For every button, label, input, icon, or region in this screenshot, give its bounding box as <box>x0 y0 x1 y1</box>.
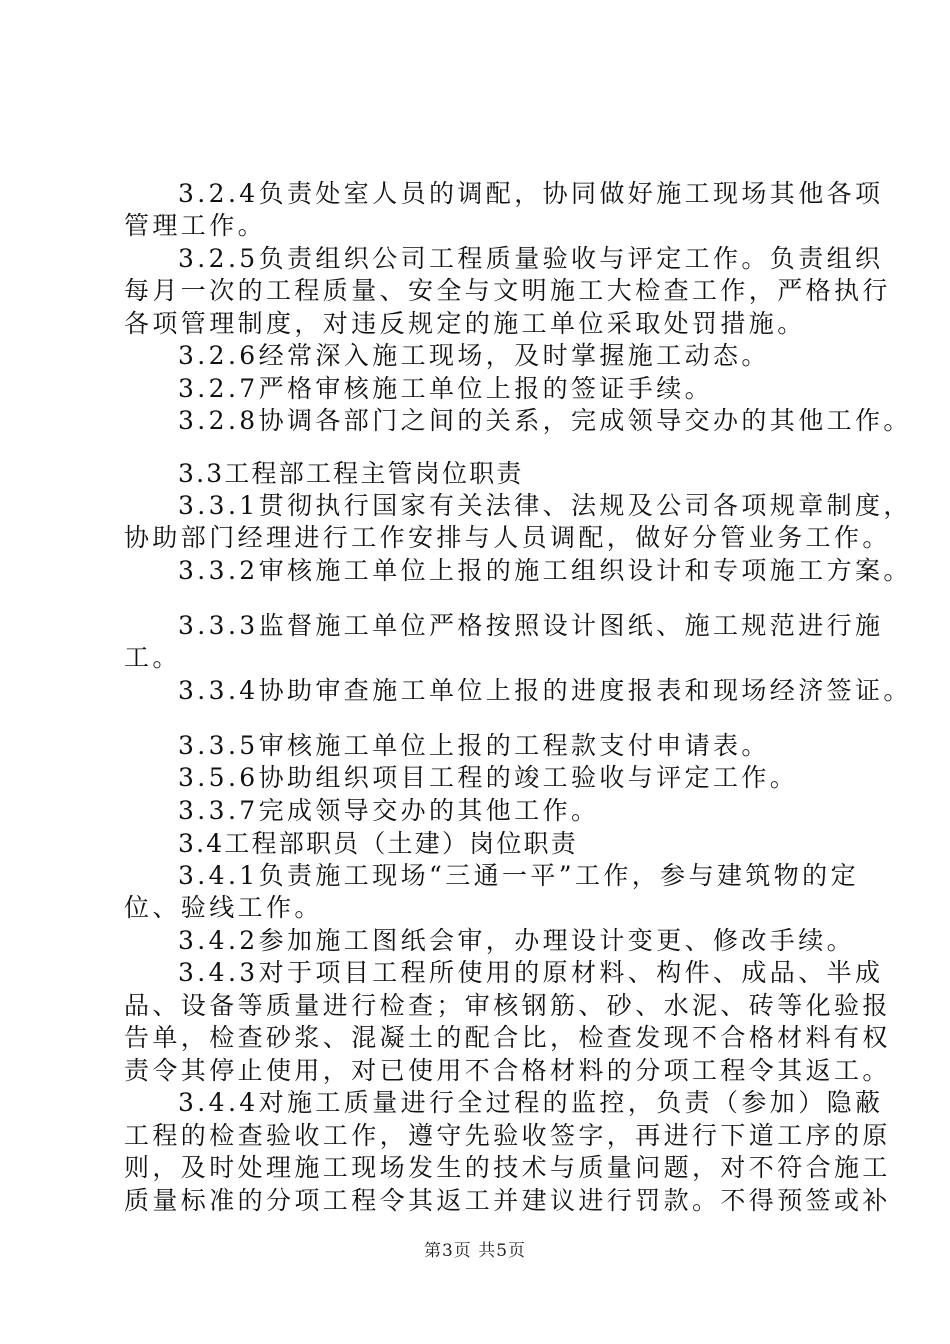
text-line: 每月一次的工程质量、安全与文明施工大检查工作，严格执行 <box>124 276 891 305</box>
text-line: 3.2.4负责处室人员的调配，协同做好施工现场其他各项 <box>178 179 884 208</box>
text-line: 3.5.6协助组织项目工程的竣工验收与评定工作。 <box>178 763 799 792</box>
text-line: 3.3.1贯彻执行国家有关法律、法规及公司各项规章制度， <box>178 491 912 520</box>
text-line: 协助部门经理进行工作安排与人员调配，做好分管业务工作。 <box>124 523 891 552</box>
text-line: 各项管理制度，对违反规定的施工单位采取处罚措施。 <box>124 309 806 338</box>
text-line: 则，及时处理施工现场发生的技术与质量问题，对不符合施工 <box>124 1153 891 1182</box>
text-line: 告单，检查砂浆、混凝土的配合比，检查发现不合格材料有权 <box>124 1023 891 1052</box>
text-line: 质量标准的分项工程令其返工并建议进行罚款。不得预签或补 <box>124 1186 891 1215</box>
text-line: 3.2.8协调各部门之间的关系，完成领导交办的其他工作。 <box>178 406 912 435</box>
page-number-footer: 第3页 共5页 <box>423 1241 527 1261</box>
text-line: 工。 <box>124 643 181 672</box>
text-line: 管理工作。 <box>124 211 267 240</box>
text-line: 品、设备等质量进行检查；审核钢筋、砂、水泥、砖等化验报 <box>124 991 891 1020</box>
text-line: 3.4.2参加施工图纸会审，办理设计变更、修改手续。 <box>178 926 856 955</box>
text-line: 3.2.6经常深入施工现场，及时掌握施工动态。 <box>178 341 770 370</box>
text-line: 3.3.4协助审查施工单位上报的进度报表和现场经济签证。 <box>178 676 912 705</box>
section-heading: 3.3工程部工程主管岗位职责 <box>178 459 524 488</box>
text-line: 3.4.3对于项目工程所使用的原材料、构件、成品、半成 <box>178 958 884 987</box>
text-line: 3.3.7完成领导交办的其他工作。 <box>178 796 600 825</box>
section-heading: 3.4工程部职员（土建）岗位职责 <box>178 829 578 858</box>
text-line: 3.4.4对施工质量进行全过程的监控，负责（参加）隐蔽 <box>178 1088 884 1117</box>
text-line: 3.3.5审核施工单位上报的工程款支付申请表。 <box>178 731 770 760</box>
text-line: 责令其停止使用，对已使用不合格材料的分项工程令其返工。 <box>124 1056 891 1085</box>
text-line: 3.3.3监督施工单位严格按照设计图纸、施工规范进行施 <box>178 611 884 640</box>
text-line: 工程的检查验收工作，遵守先验收签字，再进行下道工序的原 <box>124 1121 891 1150</box>
text-line: 3.4.1负责施工现场“三通一平”工作，参与建筑物的定 <box>178 861 859 890</box>
text-line: 位、验线工作。 <box>124 893 323 922</box>
text-line: 3.2.5负责组织公司工程质量验收与评定工作。负责组织 <box>178 244 884 273</box>
text-line: 3.3.2审核施工单位上报的施工组织设计和专项施工方案。 <box>178 556 912 585</box>
text-line: 3.2.7严格审核施工单位上报的签证手续。 <box>178 374 714 403</box>
